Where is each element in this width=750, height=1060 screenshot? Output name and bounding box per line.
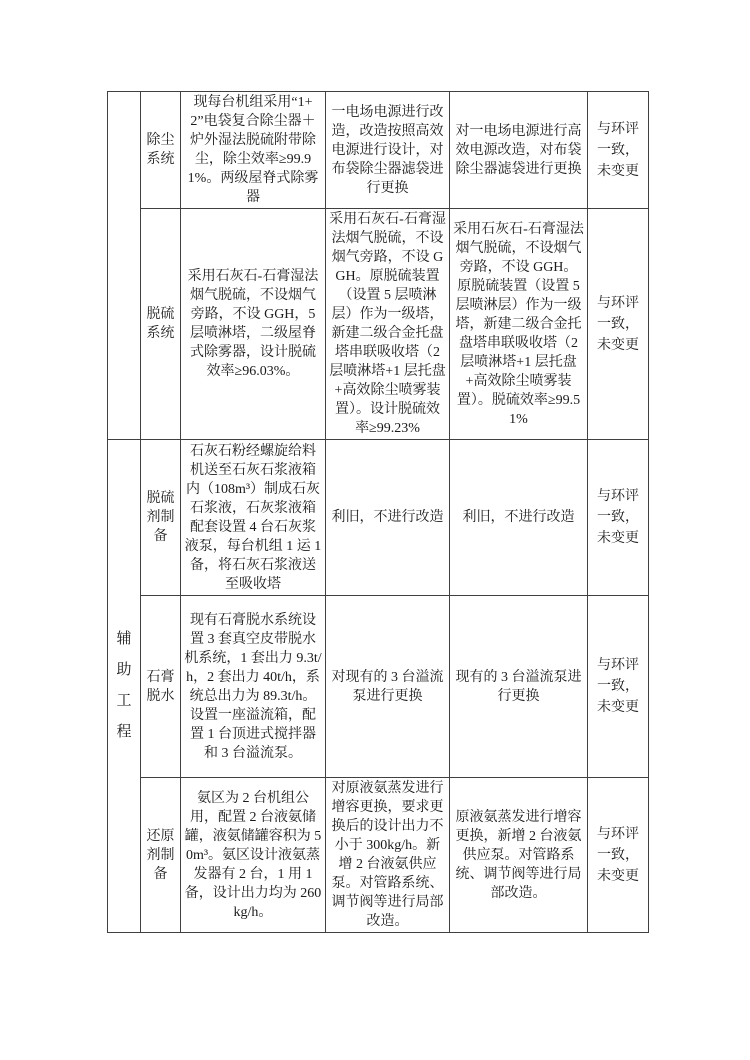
table-row	[108, 596, 649, 778]
cell-system-name: 除尘系统	[141, 92, 181, 209]
cell-conclusion: 与环评一致，未变更	[588, 440, 649, 596]
comparison-table	[107, 91, 649, 933]
cell-actual-change: 现有的 3 台溢流泵进行更换	[450, 596, 588, 778]
cell-conclusion: 与环评一致，未变更	[588, 778, 649, 933]
table-row	[108, 92, 649, 209]
cell-original-design: 采用石灰石-石膏湿法烟气脱硫，不设烟气旁路，不设 GGH，5 层喷淋塔，二级屋脊式除雾器，设计脱硫效率≥96.03%。	[181, 209, 326, 440]
cell-original-design: 石灰石粉经螺旋给料机送至石灰石浆液箱内（108m³）制成石灰石浆液，石灰浆液箱配套设置 4 台石灰浆液泵，每台机组 1 运 1 备，将石灰石浆液送至吸收塔	[181, 440, 326, 596]
cell-proposed-change: 对原液氨蒸发进行增容更换，要求更换后的设计出力不小于 300kg/h。新增 2 台液氨供应泵。对管路系统、调节阀等进行局部改造。	[326, 778, 450, 933]
cell-proposed-change: 一电场电源进行改造，改造按照高效电源进行设计，对布袋除尘器滤袋进行更换	[326, 92, 450, 209]
table-row	[108, 440, 649, 596]
cell-group-empty	[108, 92, 141, 440]
cell-original-design: 现有石膏脱水系统设置 3 套真空皮带脱水机系统，1 套出力 9.3t/h，2 套出力 40t/h，系统总出力为 89.3t/h。设置一座溢流箱，配置 1 台顶进式搅拌器和 3 台溢流泵。	[181, 596, 326, 778]
table-row	[108, 209, 649, 440]
cell-system-name: 脱硫剂制备	[141, 440, 181, 596]
cell-system-name: 还原剂制备	[141, 778, 181, 933]
cell-conclusion: 与环评一致，未变更	[588, 596, 649, 778]
cell-system-name: 石膏脱水	[141, 596, 181, 778]
cell-proposed-change: 利旧，不进行改造	[326, 440, 450, 596]
cell-conclusion: 与环评一致，未变更	[588, 209, 649, 440]
cell-proposed-change: 采用石灰石-石膏湿法烟气脱硫，不设烟气旁路，不设 GGH。原脱硫装置（设置 5 层喷淋层）作为一级塔，新建二级合金托盘塔串联吸收塔（2 层喷淋塔+1 层托盘+高效除尘喷雾装置）。设计脱硫效率≥99.23%	[326, 209, 450, 440]
cell-group-label	[108, 440, 141, 933]
group-label-vertical: 辅助工程	[116, 631, 132, 740]
cell-original-design: 现每台机组采用“1+2”电袋复合除尘器＋炉外湿法脱硫附带除尘，除尘效率≥99.91%。两级屋脊式除雾器	[181, 92, 326, 209]
cell-conclusion: 与环评一致，未变更	[588, 92, 649, 209]
cell-proposed-change: 对现有的 3 台溢流泵进行更换	[326, 596, 450, 778]
cell-system-name: 脱硫系统	[141, 209, 181, 440]
cell-actual-change: 对一电场电源进行高效电源改造，对布袋除尘器滤袋进行更换	[450, 92, 588, 209]
table-row	[108, 778, 649, 933]
cell-actual-change: 采用石灰石-石膏湿法烟气脱硫，不设烟气旁路，不设 GGH。原脱硫装置（设置 5 层喷淋层）作为一级塔，新建二级合金托盘塔串联吸收塔（2 层喷淋塔+1 层托盘+高效除尘喷雾装置）。脱硫效率≥99.51%	[450, 209, 588, 440]
cell-original-design: 氨区为 2 台机组公用，配置 2 台液氨储罐，液氨储罐容积为 50m³。氨区设计液氨蒸发器有 2 台，1 用 1 备，设计出力均为 260kg/h。	[181, 778, 326, 933]
cell-actual-change: 利旧，不进行改造	[450, 440, 588, 596]
cell-actual-change: 原液氨蒸发进行增容更换，新增 2 台液氨供应泵。对管路系统、调节阀等进行局部改造。	[450, 778, 588, 933]
